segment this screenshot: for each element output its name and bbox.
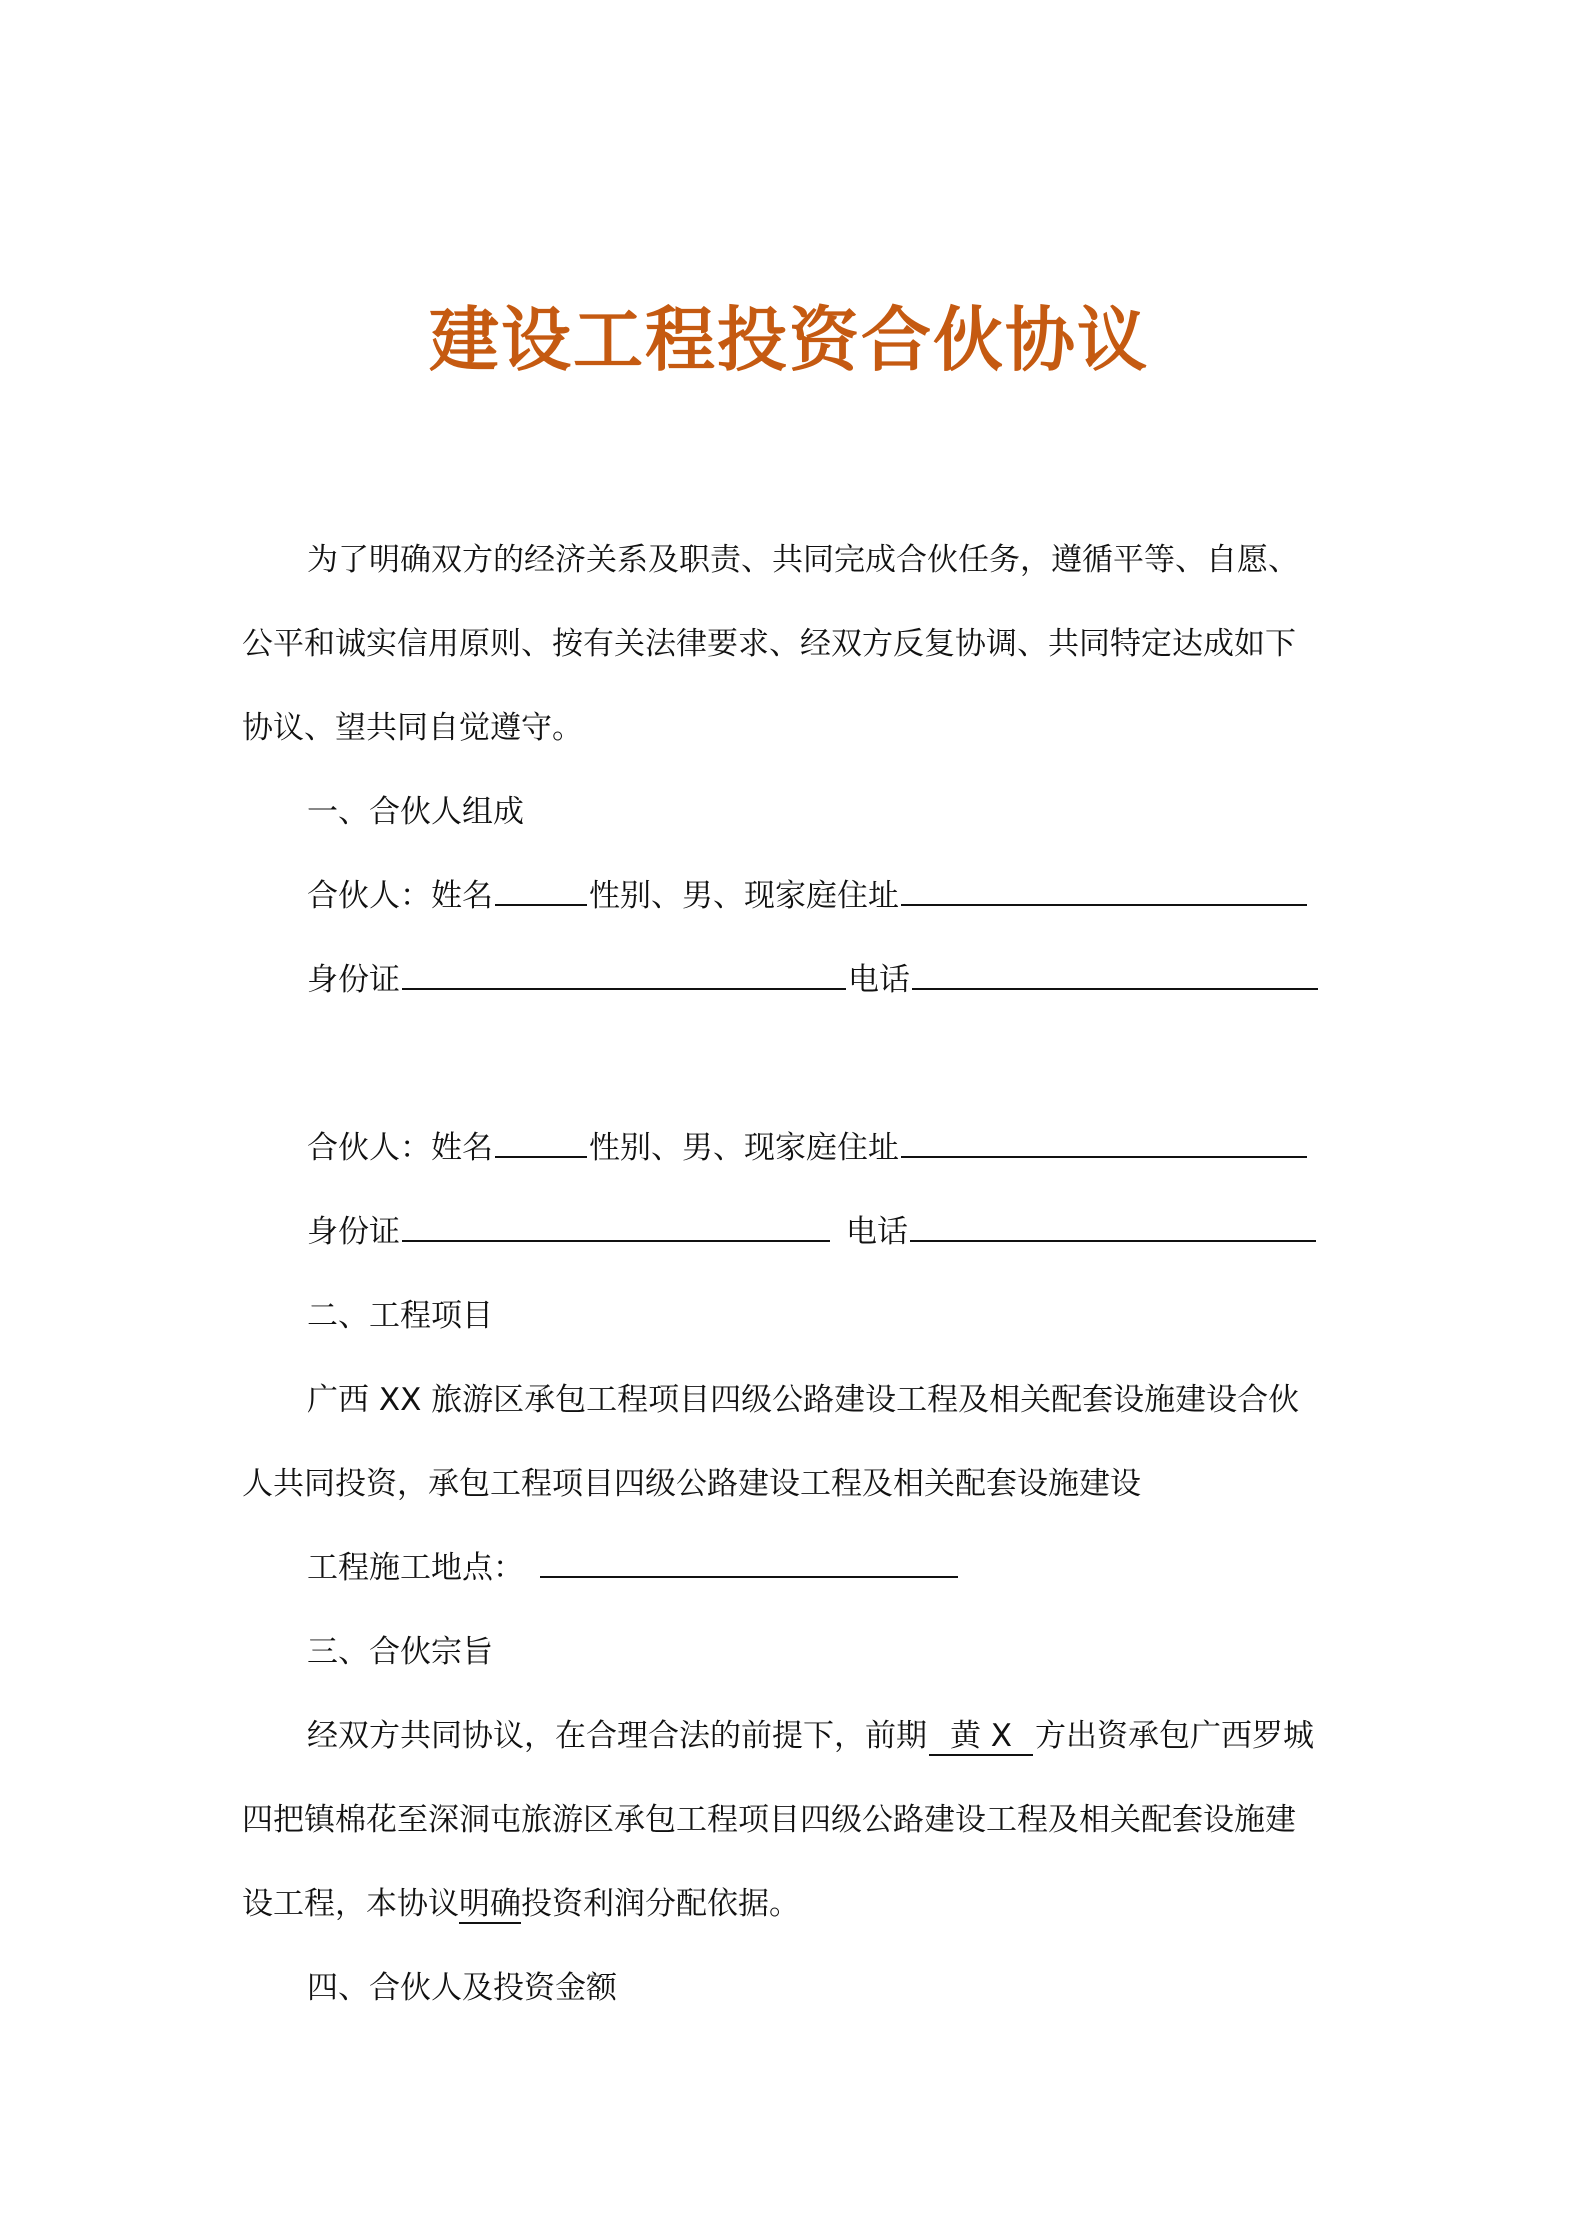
- site-row: [307, 1538, 960, 1598]
- intro-line-2: 公平和诚实信用原则、按有关法律要求、经双方反复协调、共同特定达成如下: [242, 626, 1296, 662]
- partner-2-gender-address-label: 性别、男、现家庭住址: [589, 1130, 899, 1166]
- section-3-line-1-pre: 经双方共同协议，在合理合法的前提下，前期: [307, 1718, 927, 1754]
- partner-1-id-label: 身份证: [307, 962, 400, 998]
- site-blank[interactable]: [540, 1544, 958, 1578]
- section-3-line-1: [307, 1706, 1314, 1766]
- section-2-heading: 二、工程项目: [307, 1298, 493, 1334]
- section-3-line-2: 四把镇棉花至深洞屯旅游区承包工程项目四级公路建设工程及相关配套设施建: [242, 1802, 1296, 1838]
- partner-1-phone-label: 电话: [848, 962, 910, 998]
- partner-2-id-blank[interactable]: [402, 1208, 830, 1242]
- partner-1-name-label: 合伙人：姓名: [307, 878, 493, 914]
- partner-1-id-blank[interactable]: [402, 956, 846, 990]
- partner-1-name-blank[interactable]: [495, 872, 587, 906]
- section-2-line-2: 人共同投资，承包工程项目四级公路建设工程及相关配套设施建设: [242, 1466, 1141, 1502]
- partner-2-phone-label: 电话: [846, 1214, 908, 1250]
- partner-2-phone-blank[interactable]: [910, 1208, 1316, 1242]
- section-1-heading: 一、合伙人组成: [307, 794, 524, 830]
- section-2-line-1: 广西 XX 旅游区承包工程项目四级公路建设工程及相关配套设施建设合伙: [307, 1382, 1300, 1418]
- agreement-title: 建设工程投资合伙协议: [429, 299, 1149, 381]
- partner-1-row: [307, 866, 1309, 926]
- section-4-heading: 四、合伙人及投资金额: [307, 1970, 617, 2006]
- partner-2-id-row: [307, 1202, 1318, 1262]
- partner-2-row: [307, 1118, 1309, 1178]
- partner-2-id-label: 身份证: [307, 1214, 400, 1250]
- partner-1-gender-address-label: 性别、男、现家庭住址: [589, 878, 899, 914]
- partner-2-name-label: 合伙人：姓名: [307, 1130, 493, 1166]
- section-3-underlined-word: 明确: [459, 1886, 521, 1922]
- partner-2-name-blank[interactable]: [495, 1124, 587, 1158]
- section-3-heading: 三、合伙宗旨: [307, 1634, 493, 1670]
- intro-line-3: 协议、望共同自觉遵守。: [242, 710, 583, 746]
- partner-1-id-row: [307, 950, 1320, 1010]
- section-3-line-1-post: 方出资承包广西罗城: [1035, 1718, 1314, 1754]
- intro-line-1: 为了明确双方的经济关系及职责、共同完成合伙任务，遵循平等、自愿、: [307, 542, 1299, 578]
- partner-2-address-blank[interactable]: [901, 1124, 1307, 1158]
- investor-name-field[interactable]: 黄 X: [929, 1718, 1033, 1756]
- section-3-line-3-pre: 设工程，本协议: [242, 1886, 459, 1922]
- partner-1-address-blank[interactable]: [901, 872, 1307, 906]
- partner-1-phone-blank[interactable]: [912, 956, 1318, 990]
- section-3-line-3: [242, 1874, 800, 1934]
- section-3-line-3-post: 投资利润分配依据。: [521, 1886, 800, 1922]
- site-label: 工程施工地点：: [307, 1550, 524, 1586]
